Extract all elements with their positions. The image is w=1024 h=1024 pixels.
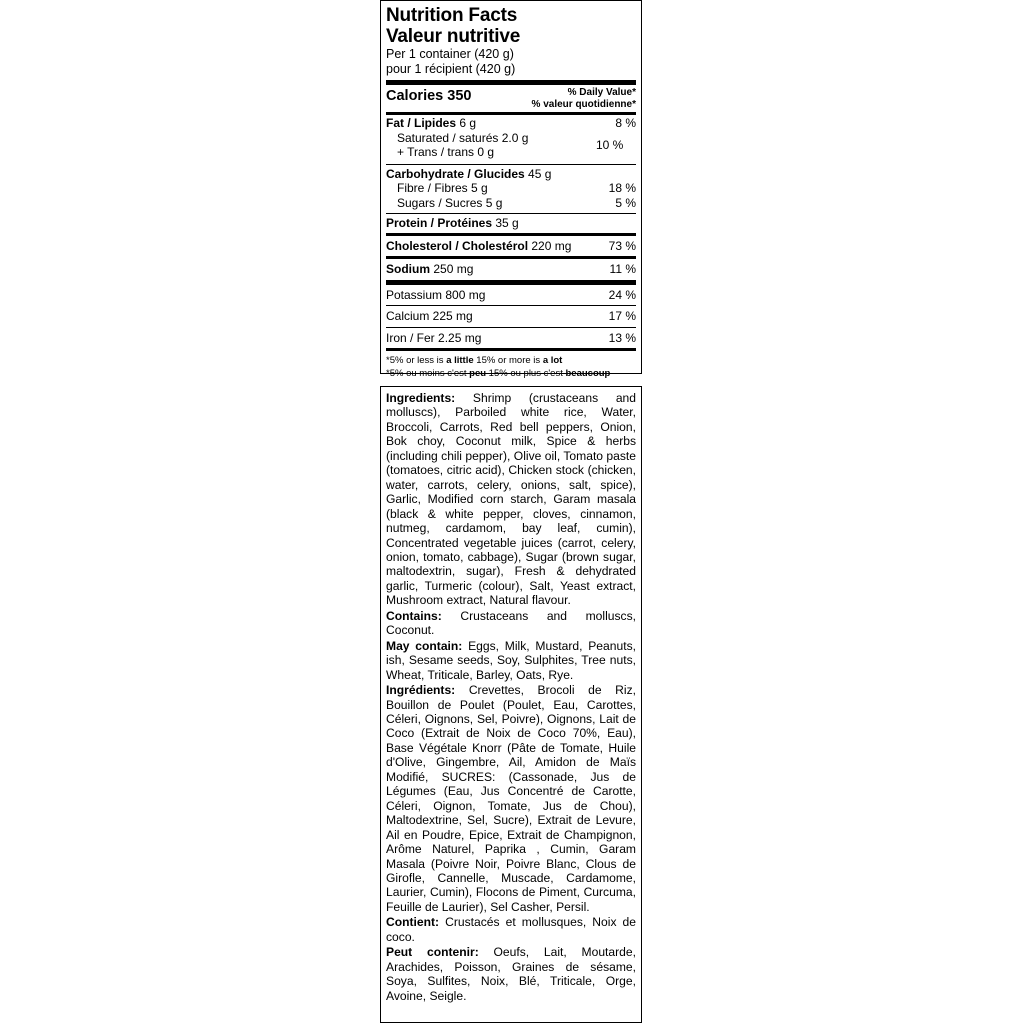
daily-value-header xyxy=(532,86,636,111)
ingredients-panel xyxy=(380,386,642,1023)
fat-row xyxy=(386,115,636,131)
daily-value-header-en: % Daily Value* xyxy=(567,87,636,98)
ingredients-en-label: Ingredients: xyxy=(386,391,456,405)
cholesterol-dv: 73 % xyxy=(608,238,636,253)
footnote-fr-little: peu xyxy=(469,367,487,379)
trans-row: + Trans / trans 0 g xyxy=(397,145,495,159)
nutrition-facts-panel xyxy=(380,0,642,379)
fibre-label: Fibre / Fibres 5 g xyxy=(397,181,488,195)
fibre-row xyxy=(386,181,636,196)
contains-en xyxy=(386,609,636,638)
footnote-fr-lot: beaucoup xyxy=(565,367,611,379)
iron-label: Iron / Fer 2.25 mg xyxy=(386,330,482,345)
contains-fr xyxy=(386,915,636,944)
calcium-label: Calcium 225 mg xyxy=(386,309,473,323)
iron-dv: 13 % xyxy=(608,330,636,345)
potassium-label: Potassium 800 mg xyxy=(386,287,486,302)
calories-row xyxy=(386,85,636,112)
calcium-dv: 17 % xyxy=(608,309,636,323)
protein-row xyxy=(386,214,636,233)
title-en: Nutrition Facts xyxy=(386,5,518,26)
contains-en-text: Crustaceans and molluscs, Coconut. xyxy=(386,608,636,638)
saturated-trans-dv: 10 % xyxy=(596,137,624,152)
cholesterol-row xyxy=(386,236,636,257)
ingredients-en xyxy=(386,391,636,608)
ingredients-fr-text: Crevettes, Brocoli de Riz, Bouillon de Poulet (Poulet, Eau, Carottes, Céleri, Oignons, Sel, Poivre), Oignons, Lait de Coco (Extrait de Noix de Coco 70%, Eau), Base Végétale Knorr (Pâte de Tomate, Huile d'Olive, Gingembre, Ail, Amidon de Maïs Modifié, SUCRES: (Cassonade, Jus de Légumes (Eau, Jus Concentré de Carotte, Céleri, Oignon, Tomate, Jus de Chou), Maltodextrine, Sel, Sucre), Extrait de Levure, Ail en Poudre, Epice, Extrait de Champignon, Arôme Naturel, Paprika , Cumin, Garam Masala (Poivre Noir, Poivre Blanc, Clous de Girofle, Cannelle, Muscade, Cardamome, Laurier, Cumin), Flocons de Piment, Curcuma, Feuille de Laurier), Sel Casher, Persil. xyxy=(386,683,636,914)
protein-amount: 35 g xyxy=(495,216,519,230)
calories xyxy=(386,86,471,105)
may-contain-fr xyxy=(386,945,636,1003)
carbohydrate-row xyxy=(386,165,636,182)
protein-label: Protein / Protéines xyxy=(386,216,493,230)
footnote-en-text: *5% or less is xyxy=(386,355,447,366)
may-contain-en-label: May contain: xyxy=(386,638,463,653)
sodium-label: Sodium xyxy=(386,262,430,276)
saturated-trans-group xyxy=(386,131,636,160)
ingredients-en-text: Shrimp (crustaceans and molluscs), Parboiled white rice, Water, Broccoli, Carrots, Red bell peppers, Onion, Bok choy, Coconut milk, Spice & herbs (including chili pepper), Olive oil, Tomato paste (tomatoes, citric acid), Chicken stock (chicken, water, carrots, celery, onions, salt, spice), Garlic, Modified corn starch, Garam masala (black & white pepper, cloves, cinnamon, nutmeg, cardamom, bay leaf, cumin), Concentrated vegetable juices (carrot, celery, onion, tomato, cabbage), Sugar (brown sugar, maltodextrin, sugar), Fresh & dehydrated garlic, Turmeric (colour), Salt, Yeast extract, Mushroom extract, Natural flavour. xyxy=(386,391,636,608)
footnote-en xyxy=(386,355,636,368)
contains-fr-label: Contient: xyxy=(386,915,440,930)
footnote-fr-text: *5% ou moins c'est xyxy=(386,367,470,379)
calories-value: 350 xyxy=(447,88,472,104)
serving-size-fr: pour 1 récipient (420 g) xyxy=(386,62,516,76)
potassium-dv: 24 % xyxy=(608,287,636,302)
serving-size-en: Per 1 container (420 g) xyxy=(386,47,514,61)
contains-fr-text: Crustacés et mollusques, Noix de coco. xyxy=(386,915,636,944)
sodium-dv: 11 % xyxy=(609,262,636,276)
fat-amount: 6 g xyxy=(459,116,477,130)
sugars-row xyxy=(386,196,636,211)
daily-value-header-fr: % valeur quotidienne* xyxy=(531,99,636,110)
sodium-row xyxy=(386,259,636,280)
footnote-en-text: 15% or more is xyxy=(473,355,543,366)
may-contain-en-text: Eggs, Milk, Mustard, Peanuts, ish, Sesame seeds, Soy, Sulphites, Tree nuts, Wheat, Triticale, Barley, Oats, Rye. xyxy=(386,638,636,682)
ingredients-fr xyxy=(386,683,636,914)
may-contain-fr-label: Peut contenir: xyxy=(386,945,479,960)
saturated-row: Saturated / saturés 2.0 g xyxy=(397,130,529,145)
fibre-dv: 18 % xyxy=(608,181,636,195)
carbohydrate-label: Carbohydrate / Glucides xyxy=(386,166,525,181)
title-fr: Valeur nutritive xyxy=(386,26,521,47)
footnote-fr xyxy=(386,368,636,381)
calories-label: Calories xyxy=(386,88,444,104)
contains-en-label: Contains: xyxy=(386,608,442,623)
cholesterol-amount: 220 mg xyxy=(531,238,572,253)
footnote-en-lot: a lot xyxy=(542,355,563,366)
sugars-dv: 5 % xyxy=(615,195,636,210)
fat-label: Fat / Lipides xyxy=(386,116,457,130)
iron-row xyxy=(386,328,636,349)
cholesterol-label: Cholesterol / Cholestérol xyxy=(386,238,529,253)
potassium-row xyxy=(386,285,636,306)
carbohydrate-amount: 45 g xyxy=(528,166,552,181)
calcium-row xyxy=(386,306,636,327)
sugars-label: Sugars / Sucres 5 g xyxy=(397,195,503,210)
sodium-amount: 250 mg xyxy=(433,262,474,276)
fat-dv: 8 % xyxy=(615,116,636,130)
may-contain-en xyxy=(386,639,636,682)
footnote-en-little: a little xyxy=(446,355,474,366)
footnote-fr-text: 15% ou plus c'est xyxy=(486,367,566,379)
footnote xyxy=(386,351,636,380)
ingredients-fr-label: Ingrédients: xyxy=(386,683,456,698)
may-contain-fr-text: Oeufs, Lait, Moutarde, Arachides, Poisson, Graines de sésame, Soya, Sulfites, Noix, Blé, Triticale, Orge, Avoine, Seigle. xyxy=(386,945,636,1003)
